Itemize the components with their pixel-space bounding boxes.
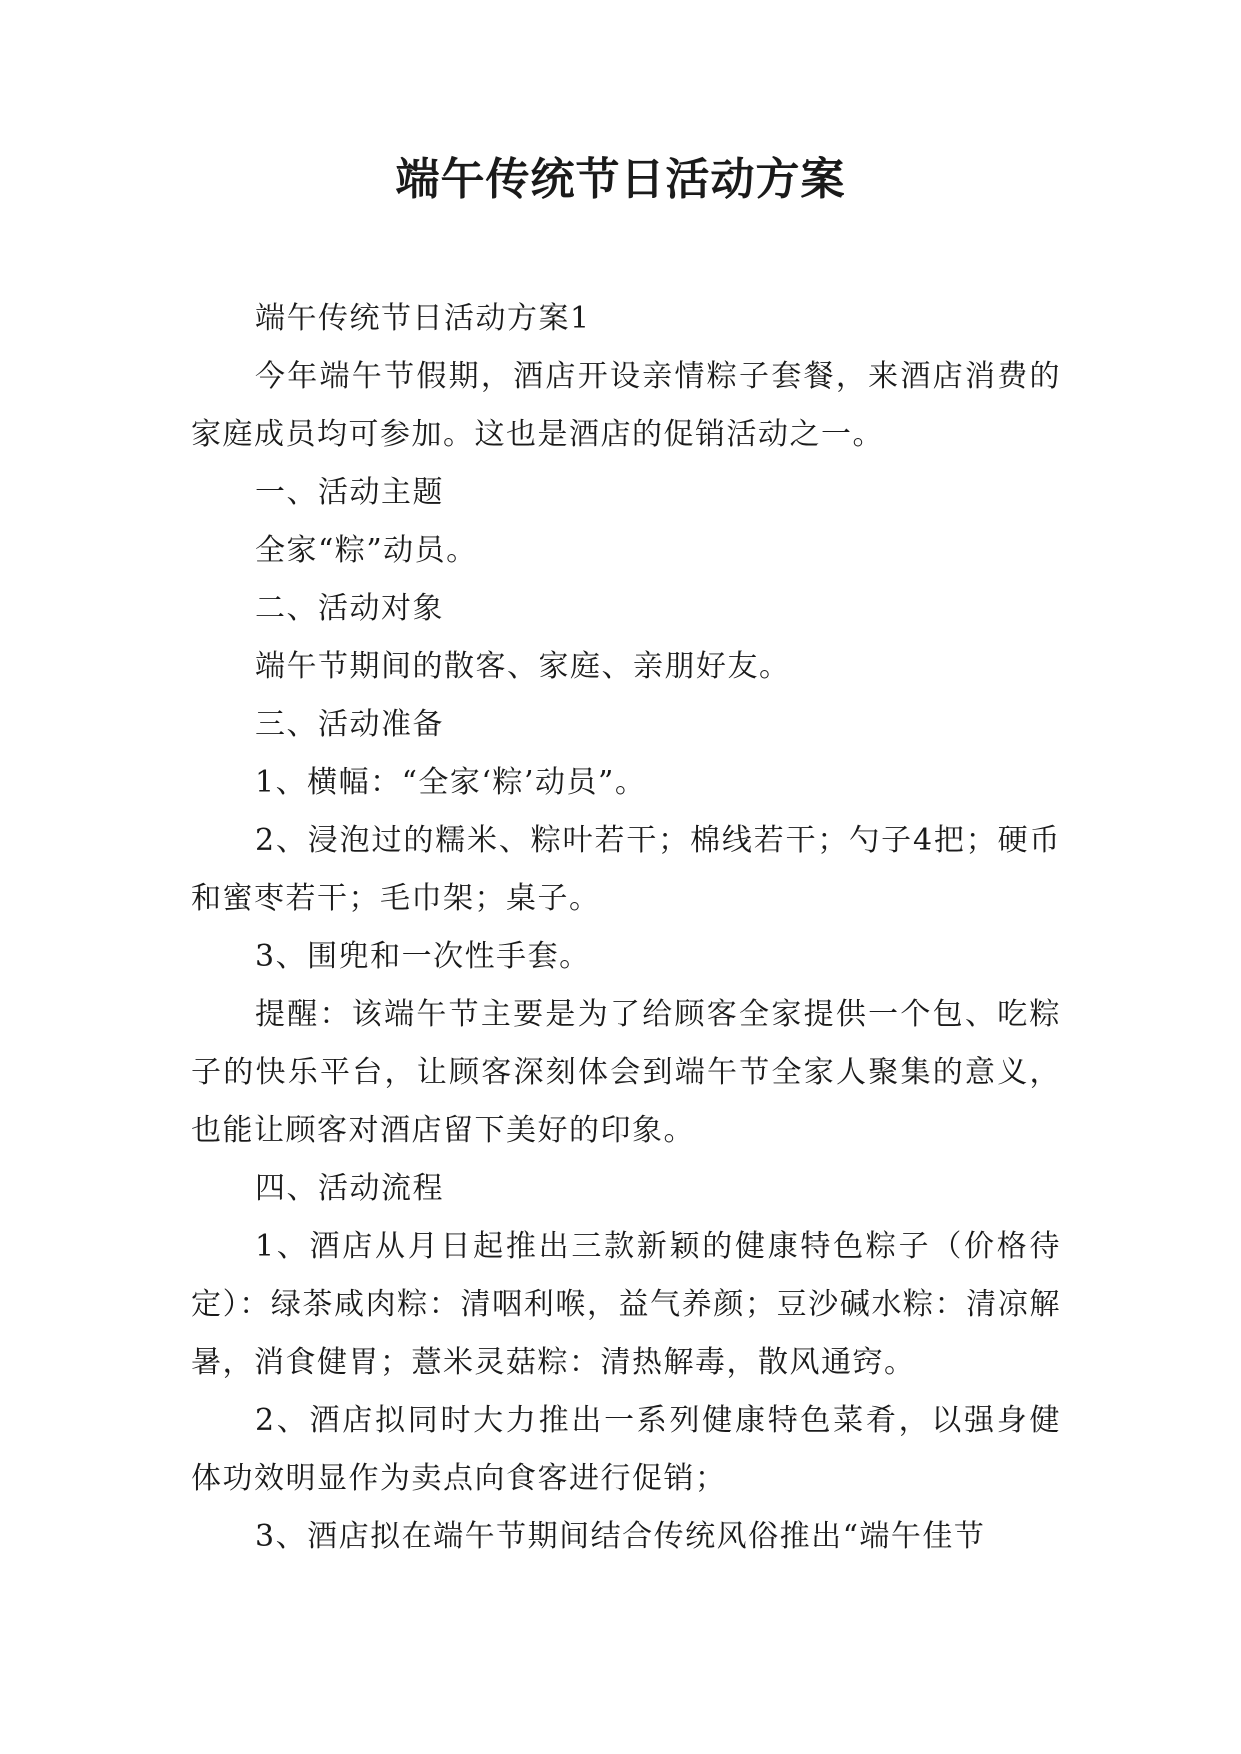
section-heading-audience: 二、活动对象 (255, 591, 444, 626)
list-item: 3、酒店拟在端午节期间结合传统风俗推出“端午佳节 (255, 1519, 986, 1554)
section-heading-preparation: 三、活动准备 (255, 707, 444, 742)
list-item: 2、酒店拟同时大力推出一系列健康特色菜肴，以强身健体功效明显作为卖点向食客进行促销； (191, 1403, 1061, 1496)
paragraph-intro: 今年端午节假期，酒店开设亲情粽子套餐，来酒店消费的家庭成员均可参加。这也是酒店的促销活动之一。 (191, 359, 1061, 452)
paragraph-reminder: 提醒：该端午节主要是为了给顾客全家提供一个包、吃粽子的快乐平台，让顾客深刻体会到端午节全家人聚集的意义，也能让顾客对酒店留下美好的印象。 (191, 997, 1061, 1148)
list-item: 2、浸泡过的糯米、粽叶若干；棉线若干；勺子4把；硬币和蜜枣若干；毛巾架；桌子。 (191, 823, 1061, 916)
list-item: 1、酒店从月日起推出三款新颖的健康特色粽子（价格待定）：绿茶咸肉粽：清咽利喉，益气养颜；豆沙碱水粽：清凉解暑，消食健胃；薏米灵菇粽：清热解毒，散风通窍。 (191, 1229, 1061, 1380)
list-item: 3、围兜和一次性手套。 (255, 939, 591, 974)
paragraph-audience: 端午节期间的散客、家庭、亲朋好友。 (255, 649, 791, 684)
paragraph-theme: 全家“粽”动员。 (255, 533, 478, 568)
document-title: 端午传统节日活动方案 (395, 154, 846, 205)
document-body (191, 290, 1061, 1566)
section-heading-theme: 一、活动主题 (255, 475, 444, 510)
list-item: 1、横幅：“全家‘粽’动员”。 (255, 765, 647, 800)
section-heading-process: 四、活动流程 (255, 1171, 444, 1206)
paragraph-subtitle: 端午传统节日活动方案1 (255, 301, 591, 336)
